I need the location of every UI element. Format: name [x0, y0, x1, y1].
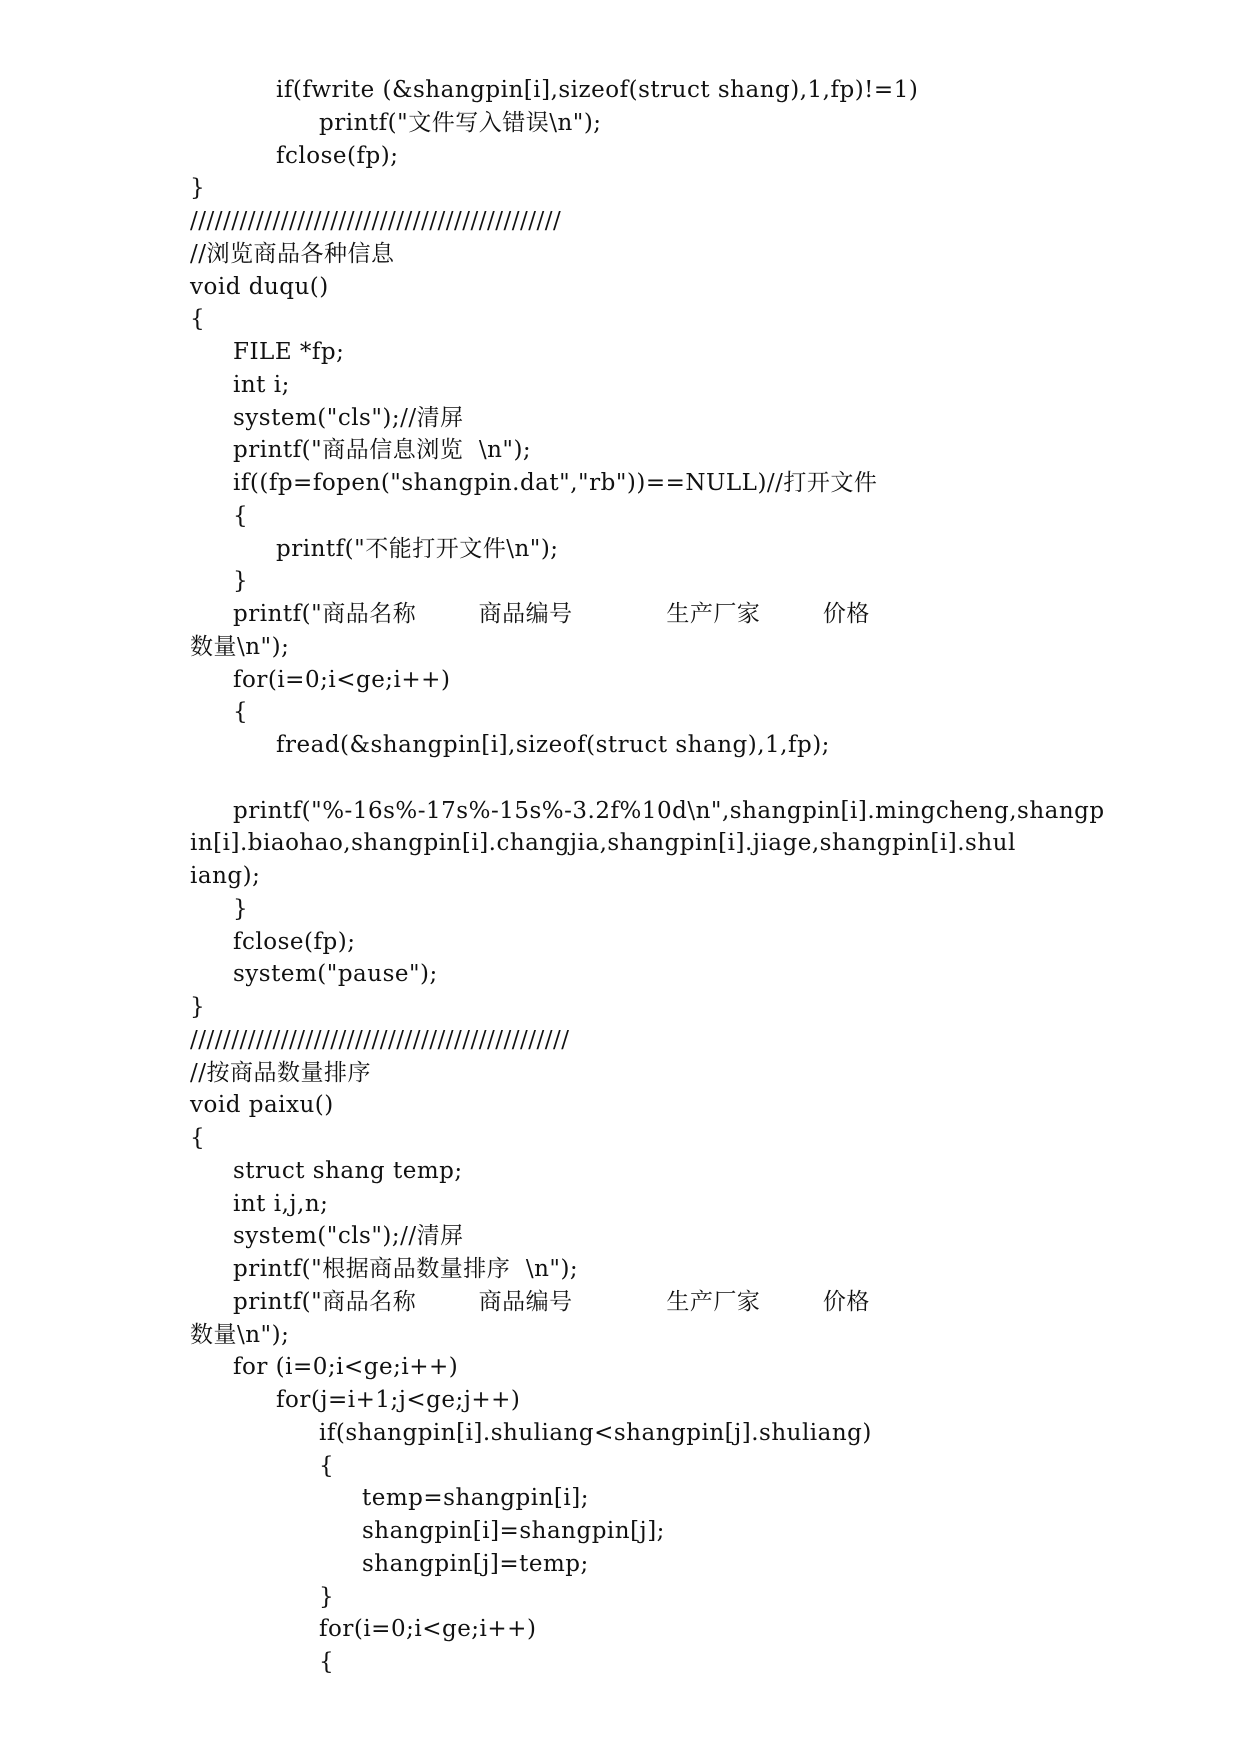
code-line: system("cls");//清屏 [233, 1223, 464, 1250]
code-line: fclose(fp); [276, 142, 399, 169]
code-line: } [190, 175, 206, 202]
code-line: shangpin[j]=temp; [362, 1550, 589, 1577]
code-line: void paixu() [190, 1092, 334, 1119]
code-line: void duqu() [190, 273, 329, 300]
code-line: { [319, 1649, 335, 1675]
code-line: struct shang temp; [233, 1157, 463, 1184]
code-line: 数量\n"); [190, 633, 290, 660]
code-line: shangpin[i]=shangpin[j]; [362, 1518, 665, 1544]
code-line: printf("%-16s%-17s%-15s%-3.2f%10d\n",shangpin[i].mingcheng,shangp [233, 797, 1105, 824]
code-line: system("pause"); [233, 961, 438, 988]
code-line: temp=shangpin[i]; [362, 1485, 589, 1512]
code-line: { [319, 1452, 335, 1479]
code-line: } [233, 568, 249, 595]
code-line: int i; [233, 371, 290, 398]
code-line: if(shangpin[i].shuliang<shangpin[j].shuliang) [319, 1419, 872, 1446]
code-line: printf("商品名称 商品编号 生产厂家 价格 [233, 601, 870, 627]
code-line: if(fwrite (&shangpin[i],sizeof(struct shang),1,fp)!=1) [276, 77, 919, 103]
code-line: int i,j,n; [233, 1190, 329, 1217]
code-line: in[i].biaohao,shangpin[i].changjia,shangpin[i].jiage,shangpin[i].shul [190, 830, 1016, 857]
code-listing [190, 74, 1105, 1679]
code-line: FILE *fp; [233, 339, 345, 365]
code-line: fread(&shangpin[i],sizeof(struct shang),1,fp); [276, 732, 830, 758]
code-line: printf("文件写入错误\n"); [319, 109, 602, 136]
code-line: } [190, 994, 206, 1020]
code-line [190, 762, 1090, 795]
code-line: { [233, 699, 249, 726]
code-line: { [233, 502, 249, 529]
code-line: fclose(fp); [233, 928, 356, 955]
code-line: 数量\n"); [190, 1321, 290, 1348]
code-line: //浏览商品各种信息 [190, 240, 395, 267]
code-line: iang); [190, 863, 261, 889]
code-line: } [319, 1583, 335, 1610]
code-line: printf("商品信息浏览 \n"); [233, 437, 532, 464]
code-line: system("cls");//清屏 [233, 404, 464, 431]
code-line: for(i=0;i<ge;i++) [233, 666, 451, 693]
code-line: printf("商品名称 商品编号 生产厂家 价格 [233, 1288, 870, 1315]
code-line: for(i=0;i<ge;i++) [319, 1616, 537, 1643]
code-line: { [190, 306, 206, 333]
code-line: //按商品数量排序 [190, 1059, 371, 1086]
code-line: printf("根据商品数量排序 \n"); [233, 1256, 579, 1282]
code-line: printf("不能打开文件\n"); [276, 535, 559, 562]
code-line: for (i=0;i<ge;i++) [233, 1354, 459, 1381]
code-line: } [233, 895, 249, 922]
code-line: { [190, 1125, 206, 1151]
code-line: if((fp=fopen("shangpin.dat","rb"))==NULL)//打开文件 [233, 470, 878, 496]
code-line: ///////////////////////////////////////////// [190, 208, 562, 234]
code-line: for(j=i+1;j<ge;j++) [276, 1387, 521, 1413]
code-line: ////////////////////////////////////////////// [190, 1026, 570, 1053]
